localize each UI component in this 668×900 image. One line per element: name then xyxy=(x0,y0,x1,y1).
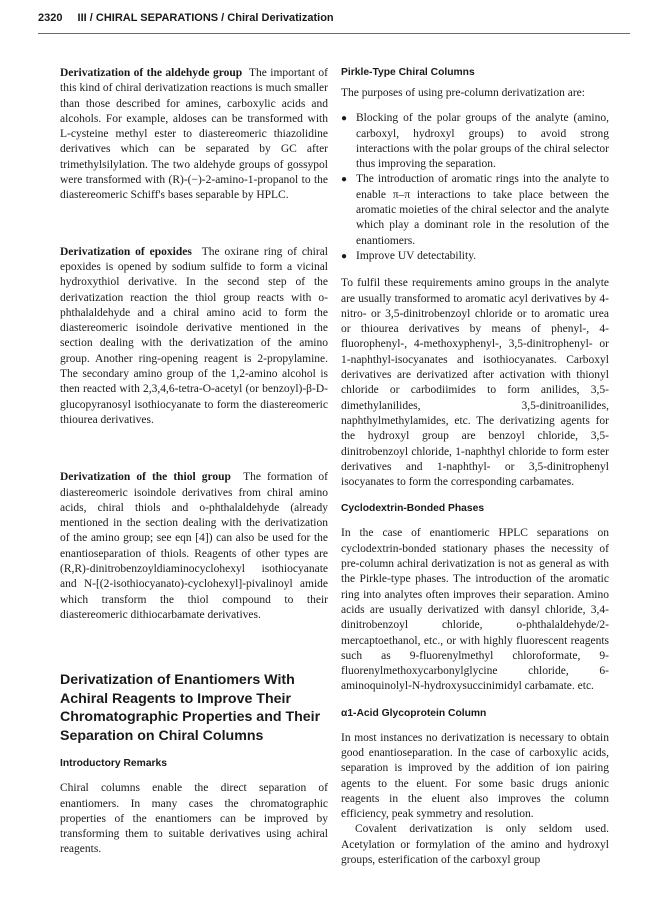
left-column xyxy=(60,66,328,858)
pirkle-heading: Pirkle-Type Chiral Columns xyxy=(341,67,475,78)
glycoprotein-text-1: In most instances no derivatization is necessary to obtain good enantioseparation. In the case of carboxylic acids, separation is improved by the addition of ion pairing agents to the eluent. For some basic drugs anionic reagents in the eluent also improves the column efficiency, peak symmetry and resolution. xyxy=(341,731,609,821)
pirkle-intro: The purposes of using pre-column derivatization are: xyxy=(341,87,585,99)
glycoprotein-text-2: Covalent derivatization is only seldom used. Acetylation or formylation of the amino and hydroxyl groups, esterification of the carboxyl group xyxy=(341,823,609,867)
epoxides-text: The oxirane ring of chiral epoxides is opened by sodium sulfide to form a vicinal hydroxythiol derivative. In the second step of the derivatization reaction the thiol group reacts with o-phthalaldehyde and a chiral amino acid to form the diastereomeric isoindole derivative mentioned in the section dealing with the derivatization of the amino group. Another ring-opening reagent is 2-propylamine. The secondary amino group of the 1,2-amino alcohol is then reacted with 2,3,4,6-tetra-O-acetyl (or benzoyl)-β-D-glucopyranosyl isothiocyanate to form the diastereomeric thiourea derivatives. xyxy=(60,245,328,426)
list-item: ● Blocking of the polar groups of the analyte (amino, carboxyl, hydroxyl groups) to avoid strong interactions with the polar groups of the chiral selector thus improving the separation. xyxy=(341,112,609,171)
running-header xyxy=(38,12,630,24)
list-item: ● Improve UV detectability. xyxy=(341,249,609,264)
thiol-paragraph xyxy=(60,470,328,623)
cyclodextrin-heading: Cyclodextrin-Bonded Phases xyxy=(341,503,485,515)
thiol-heading: Derivatization of the thiol group xyxy=(60,471,231,484)
pirkle-text: To fulfil these requirements amino groups in the analyte are usually transformed to aromatic acyl derivatives by 4-nitro- or 3,5-dinitrobenzoyl chloride or to aromatic urea or thiourea derivatives by means of phenyl-, 4-fluorophenyl-, 4-methoxyphenyl-, 3,5-dinitrophenyl- or 1-naphthyl-isocyanates and isothiocyanates. Carboxyl derivatives are derivatized after activation with thionyl chloride or carbodiimides to form anilides, 3,5-dimethylanilides, 3,5-dinitroanilides, naphthylmethylamides, etc. The derivatizing agents for the hydroxyl group are benzoyl chloride, 3,5-dinitrobenzoyl chloride, 1-naphthyl chloride to form ester derivatives and 1-naphthyl- or 3,5-dinitrophenyl isocyanates to form the corresponding carbamates. xyxy=(341,277,609,489)
right-column xyxy=(341,66,609,868)
introductory-remarks-text: Chiral columns enable the direct separation of enantiomers. In many cases the chromatographic properties of the enantiomers can be improved by transforming them to suitable derivatives using achiral reagents. xyxy=(60,782,328,856)
header-rule xyxy=(38,33,630,34)
aldehyde-text: The important of this kind of chiral derivatization reactions is much smaller than those described for amines, carboxylic acids and alcohols. For example, aldoses can be transformed with L-cysteine methyl ester to diastereomeric thiazolidine derivatives which can be separated by GC after trimethylsilylation. The two aldehyde groups of gossypol were transformed with (R)-(−)-2-amino-1-propanol to the diastereomeric Schiff's bases separable by HPLC. xyxy=(60,67,328,202)
aldehyde-heading: Derivatization of the aldehyde group xyxy=(60,67,243,79)
cyclodextrin-text: In the case of enantiomeric HPLC separations on cyclodextrin-bonded stationary phases the necessity of pre-column achiral derivatization is not as general as with the Pirkle-type phases. The introduction of the aromatic ring into analytes often improves their separation. Amino acids are usually derivatized with dansyl chloride, 3,4-dinitrobenzoyl chloride, o-phthalaldehyde/2-mercaptoethanol, etc., or with highly fluorescent reagents such as 9-fluorenylmethyl chloroformate, 9-fluorenylmethoxycarbonylglycine chloride, 6-aminoquinolyl-N-hydroxysuccinimidyl carbamate. etc. xyxy=(341,527,609,693)
purposes-list xyxy=(341,111,609,264)
epoxides-heading: Derivatization of epoxides xyxy=(60,245,192,258)
section-title: Derivatization of Enantiomers With Achiral Reagents to Improve Their Chromatographic Properties and Their Separation on Chiral Columns xyxy=(60,672,321,744)
bullet-icon: ● xyxy=(341,174,348,186)
aldehyde-paragraph xyxy=(60,66,328,204)
bullet-icon: ● xyxy=(341,113,348,125)
thiol-text: The formation of diastereomeric isoindole derivatives from chiral amino acids, chiral thiols and o-phthalaldehyde (already mentioned in the section dealing with the derivatization of the amino group; see eqn [4]) can also be used for the enantioseparation of thiols. Reagents of other types are (R,R)-dinitrobenzoyldiaminocyclohexyl isothiocyanate and N-[(2-isothiocyanato)-cyclohexyl]-pivalinoyl amide which transform the thiol compound to their diastereomeric dithiocarbamate derivatives. xyxy=(60,471,328,621)
list-item: ● The introduction of aromatic rings into the analyte to enable π–π interactions to take place between the aromatic moieties of the chiral selector and the analyte which play a dominant role in the resolution of the enantiomers. xyxy=(341,173,609,247)
introductory-remarks-heading: Introductory Remarks xyxy=(60,758,168,770)
page-number: 2320 xyxy=(38,12,63,24)
bullet-icon: ● xyxy=(341,250,348,262)
glycoprotein-heading: α1-Acid Glycoprotein Column xyxy=(341,707,487,719)
running-head-title: III / CHIRAL SEPARATIONS / Chiral Derivatization xyxy=(77,12,334,24)
epoxides-paragraph xyxy=(60,245,328,429)
